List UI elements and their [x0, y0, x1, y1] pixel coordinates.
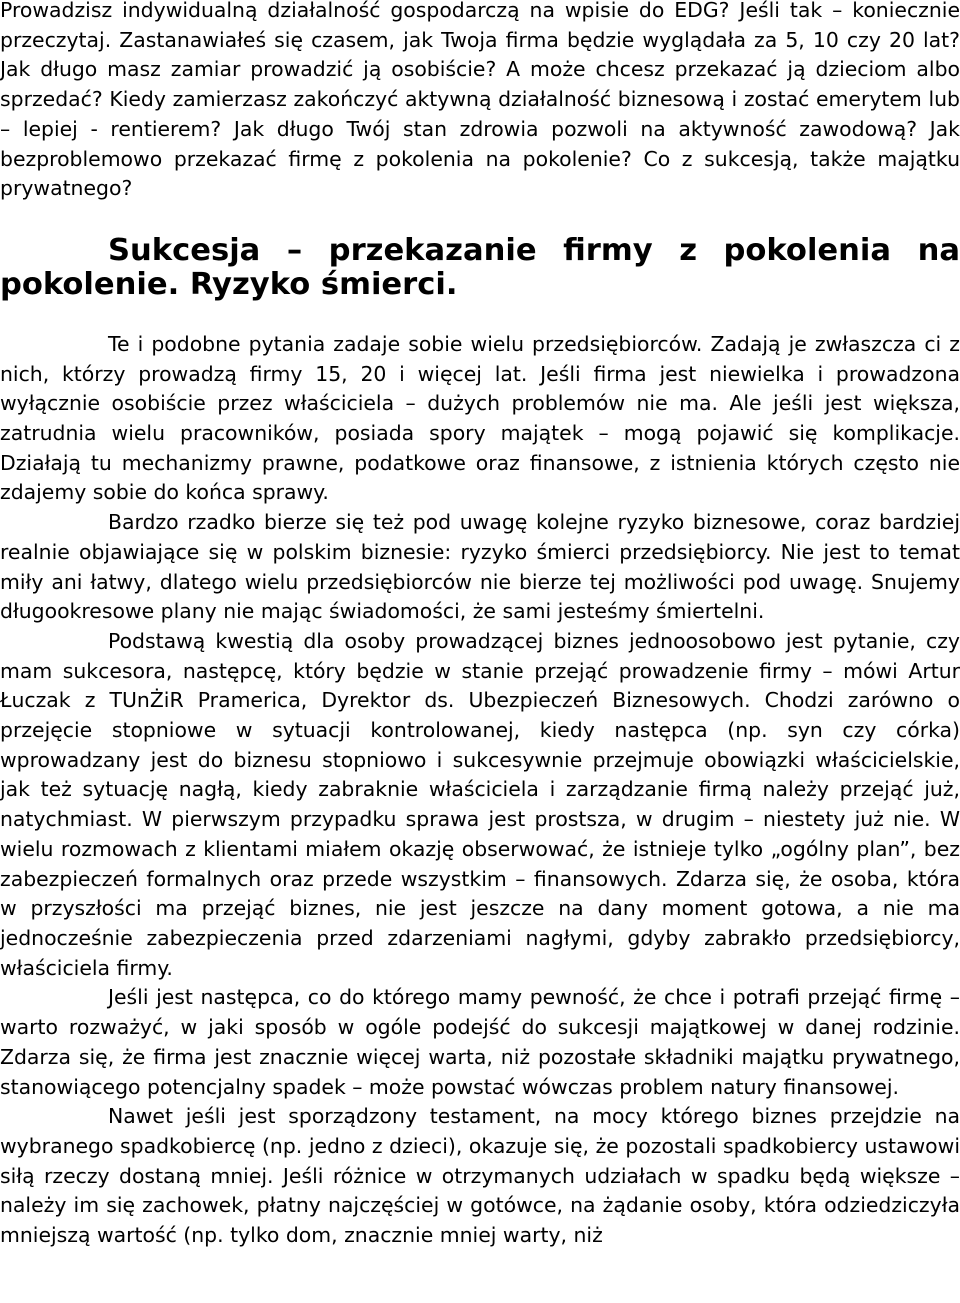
paragraph: Jeśli jest następca, co do którego mamy pewność, że chce i potrafi przejąć firmę – warto rozważyć, w jaki sposób w ogóle podejść do sukcesji majątkowej w danej rodzinie. Zdarza się, że firma jest znacznie więcej warta, niż pozostałe składniki majątku prywatnego, stanowiącego potencjalny spadek – może powstać wówczas problem natury finansowej. — [0, 985, 960, 1099]
section-heading: Sukcesja – przekazanie firmy z pokolenia na pokolenie. Ryzyko śmierci. — [0, 232, 960, 302]
paragraph: Bardzo rzadko bierze się też pod uwagę kolejne ryzyko biznesowe, coraz bardziej realnie objawiające się w polskim biznesie: ryzyko śmierci przedsiębiorcy. Nie jest to temat miły ani łatwy, dlatego wielu przedsiębiorców nie bierze tej możliwości pod uwagę. Snujemy długookresowe plany nie mając świadomości, że sami jesteśmy śmiertelni. — [0, 510, 960, 624]
paragraph: Te i podobne pytania zadaje sobie wielu przedsiębiorców. Zadają je zwłaszcza ci z nich, którzy prowadzą firmy 15, 20 i więcej lat. Jeśli firma jest niewielka i prowadzona wyłącznie osobiście przez właściciela – dużych problemów nie ma. Ale jeśli jest większa, zatrudnia wielu pracowników, posiada spory majątek – mogą pojawić się komplikacje. Działają tu mechanizmy prawne, podatkowe oraz finansowe, z istnienia których często nie zdajemy sobie do końca sprawy. — [0, 331, 960, 505]
paragraph: Podstawą kwestią dla osoby prowadzącej biznes jednoosobowo jest pytanie, czy mam sukcesora, następcę, który będzie w stanie przejąć prowadzenie firmy – mówi Artur Łuczak z TUnŻiR Pramerica, Dyrektor ds. Ubezpieczeń Biznesowych. Chodzi zarówno o przejęcie stopniowe w sytuacji kontrolowanej, kiedy następca (np. syn czy córka) wprowadzany jest do biznesu stopniowo i sukcesywnie przejmuje obowiązki właścicielskie, jak też sytuację nagłą, kiedy zabraknie właściciela i zarządzanie firmą należy przejąć już, natychmiast. W pierwszym przypadku sprawa jest prostsza, w drugim – niestety już nie. W wielu rozmowach z klientami miałem okazję obserwować, że istnieje tylko „ogólny plan”, bez zabezpieczeń formalnych oraz przede wszystkim – finansowych. Zdarza się, że osoba, która w przyszłości ma przejąć biznes, nie jest jeszcze na dany moment gotowa, a nie ma jednocześnie zabezpieczenia przed zdarzeniami nagłymi, gdyby zabrakło przedsiębiorcy, właściciela firmy. — [0, 628, 960, 980]
paragraph: Nawet jeśli jest sporządzony testament, na mocy którego biznes przejdzie na wybranego spadkobiercę (np. jedno z dzieci), okazuje się, że pozostali spadkobiercy ustawowi siłą rzeczy dostaną mniej. Jeśli różnice w otrzymanych udziałach w spadku będą większe – należy im się zachowek, płatny najczęściej w gotówce, na żądanie osoby, która odziedziczyła mniejszą wartość (np. tylko dom, znacznie mniej warty, niż — [0, 1104, 960, 1248]
intro-paragraph: Prowadzisz indywidualną działalność gospodarczą na wpisie do EDG? Jeśli tak – koniecznie przeczytaj. Zastanawiałeś się czasem, jak Twoja firma będzie wyglądała za 5, 10 czy 20 lat? Jak długo masz zamiar prowadzić ją osobiście? A może chcesz przekazać ją dzieciom albo sprzedać? Kiedy zamierzasz zakończyć aktywną działalność biznesową i zostać emerytem lub – lepiej - rentierem? Jak długo Twój stan zdrowia pozwoli na aktywność zawodową? Jak bezproblemowo przekazać firmę z pokolenia na pokolenie? Co z sukcesją, także majątku prywatnego? — [0, 0, 960, 201]
article-body — [0, 330, 960, 1251]
